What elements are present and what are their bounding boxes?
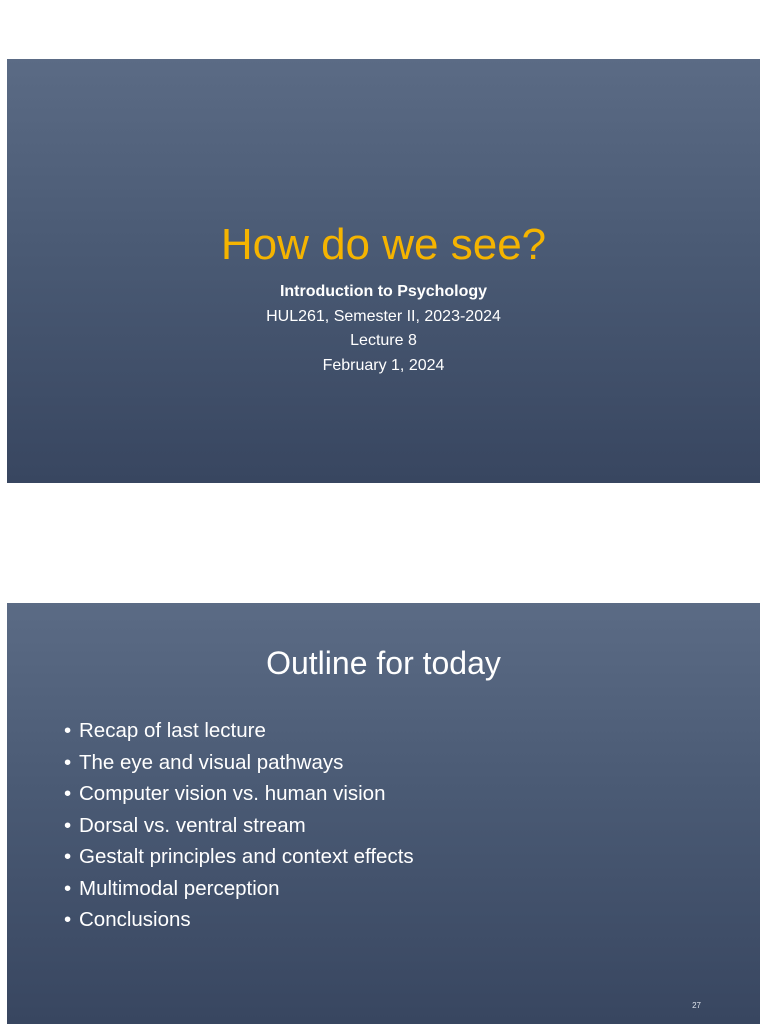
course-code: HUL261, Semester II, 2023-2024	[266, 307, 501, 325]
list-item	[64, 810, 414, 842]
list-item-text: Conclusions	[79, 908, 191, 931]
outline-title: Outline for today	[266, 645, 501, 681]
bullet-icon: •	[64, 813, 72, 837]
slide-subtitle	[7, 280, 760, 378]
bullet-icon: •	[64, 908, 72, 931]
list-item	[64, 778, 414, 810]
list-item-text: Recap of last lecture	[79, 719, 266, 742]
outline-slide	[7, 603, 760, 1024]
list-item	[64, 841, 414, 873]
list-item	[64, 873, 414, 905]
outline-list	[64, 715, 414, 936]
course-name: Introduction to Psychology	[279, 283, 488, 300]
list-item-text: Gestalt principles and context effects	[79, 845, 414, 868]
page-number: 27	[692, 1001, 701, 1010]
lecture-number: Lecture 8	[350, 332, 417, 349]
list-item	[64, 715, 414, 747]
title-slide	[7, 59, 760, 483]
bullet-icon: •	[64, 845, 72, 868]
bullet-icon: •	[64, 876, 72, 900]
list-item-text: Computer vision vs. human vision	[79, 782, 386, 805]
list-item-text: Dorsal vs. ventral stream	[79, 813, 306, 837]
bullet-icon: •	[64, 782, 72, 805]
slide-title: How do we see?	[220, 220, 547, 269]
bullet-icon: •	[64, 750, 72, 774]
list-item-text: Multimodal perception	[79, 876, 280, 900]
list-item-text: The eye and visual pathways	[79, 750, 344, 774]
bullet-icon: •	[64, 719, 72, 742]
lecture-date: February 1, 2024	[322, 356, 445, 374]
list-item	[64, 747, 414, 779]
list-item	[64, 904, 414, 936]
